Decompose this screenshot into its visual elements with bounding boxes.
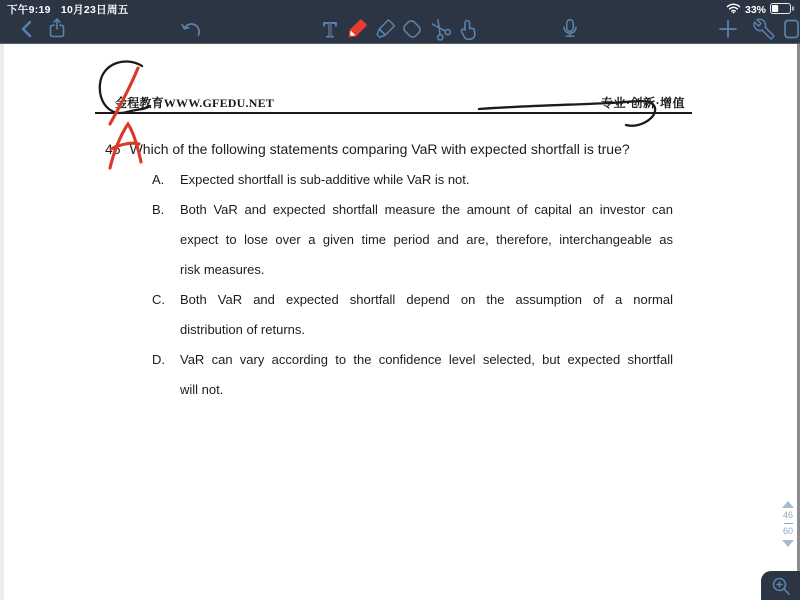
status-time: 下午9:19	[7, 4, 51, 16]
status-date: 10月23日周五	[60, 4, 129, 16]
battery-percent: 33%	[744, 3, 766, 16]
add-page-button[interactable]	[714, 15, 742, 43]
eraser-tool-button[interactable]	[398, 15, 426, 43]
microphone-icon	[557, 16, 583, 42]
zoom-button[interactable]	[761, 571, 800, 600]
text-tool-icon	[317, 16, 343, 42]
option-b-line: expect to lose over a given time period and are, therefore, interchangeable as	[180, 232, 673, 247]
back-button[interactable]	[13, 15, 41, 43]
page-down-arrow[interactable]	[782, 540, 794, 547]
highlighter-icon	[372, 16, 398, 42]
settings-button[interactable]	[750, 15, 778, 43]
question-line	[105, 134, 630, 164]
option-d-label: D.	[152, 352, 165, 367]
magnifier-plus-icon	[769, 574, 793, 598]
svg-text:T: T	[323, 17, 337, 42]
question-text: Which of the following statements comparing VaR with expected shortfall is true?	[129, 141, 630, 157]
option-b-line: Both VaR and expected shortfall measure the amount of capital an investor can	[180, 202, 673, 217]
share-icon	[44, 16, 70, 42]
total-page-number: 60	[782, 526, 793, 536]
scissors-tool-button[interactable]	[426, 15, 454, 43]
status-bar	[0, 0, 800, 15]
hand-tool-button[interactable]	[454, 15, 482, 43]
option-c-label: C.	[152, 292, 165, 307]
page-navigator	[778, 501, 798, 547]
option-c-line: distribution of returns.	[180, 322, 306, 337]
option-a-line: Expected shortfall is sub-additive while VaR is not.	[180, 172, 470, 187]
option-d-line: VaR can vary according to the confidence level selected, but expected shortfall	[180, 352, 673, 367]
pdf-page	[0, 44, 800, 600]
pen-icon	[344, 16, 370, 42]
top-toolbar	[0, 0, 800, 44]
pen-tool-button-selected[interactable]	[343, 15, 371, 43]
header-rule	[95, 112, 692, 114]
share-button[interactable]	[43, 15, 71, 43]
option-b-label: B.	[152, 202, 165, 217]
pages-button[interactable]	[777, 15, 800, 43]
page-number-divider	[784, 523, 793, 524]
option-a-label: A.	[152, 172, 165, 187]
option-d-line: will not.	[180, 382, 224, 397]
page-up-arrow[interactable]	[782, 501, 794, 508]
option-c-line: Both VaR and expected shortfall depend on the assumption of a normal	[180, 292, 673, 307]
pages-icon	[778, 16, 800, 42]
microphone-button[interactable]	[556, 15, 584, 43]
option-b-line: risk measures.	[180, 262, 265, 277]
pointing-hand-icon	[455, 16, 481, 42]
page-left-edge	[0, 44, 4, 600]
eraser-icon	[399, 16, 425, 42]
question-number: 46	[105, 141, 121, 157]
wrench-icon	[752, 17, 776, 41]
doc-header-left: 金程教育WWW.GFEDU.NET	[115, 96, 274, 110]
chevron-left-icon	[14, 16, 40, 42]
scissors-icon	[427, 16, 453, 42]
doc-header-right: 专业·创新·增值	[600, 96, 685, 110]
highlighter-tool-button[interactable]	[371, 15, 399, 43]
undo-icon	[179, 16, 205, 42]
text-tool-button[interactable]	[316, 15, 344, 43]
plus-icon	[715, 16, 741, 42]
current-page-number: 46	[782, 510, 793, 520]
undo-button[interactable]	[178, 15, 206, 43]
